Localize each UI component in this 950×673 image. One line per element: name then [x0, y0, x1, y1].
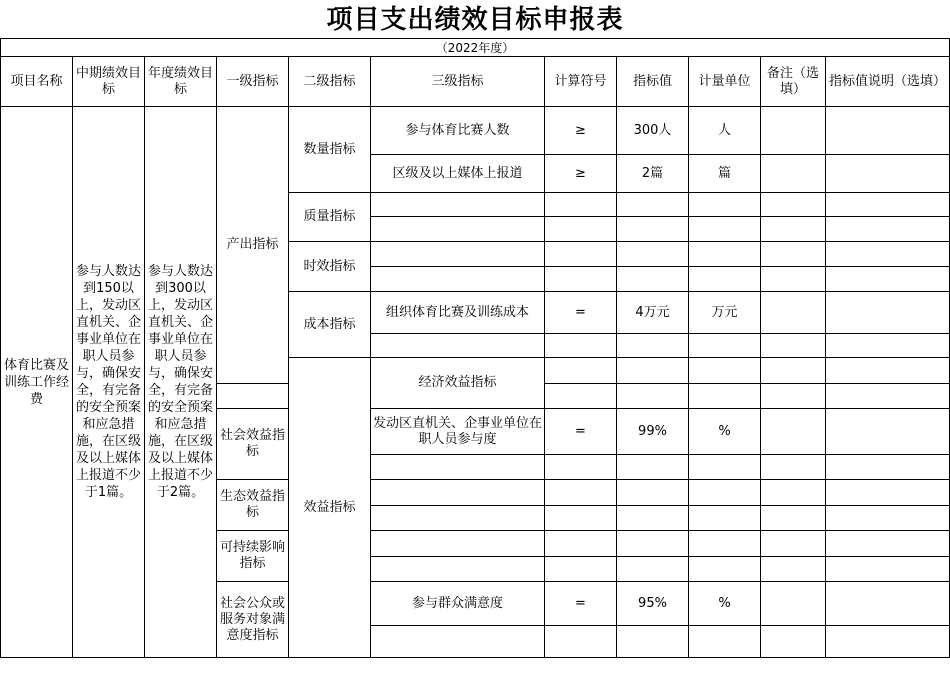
m1-op: =	[545, 582, 617, 626]
q1-op: ≥	[545, 107, 617, 155]
q2-op: ≥	[545, 155, 617, 193]
level2-cost: 成本指标	[289, 292, 371, 358]
level2-satisfaction: 社会公众或服务对象满意度指标	[217, 582, 289, 658]
q1-name: 参与体育比赛人数	[371, 107, 545, 155]
header-explain: 指标值说明（选填）	[826, 57, 950, 107]
level1-benefit: 效益指标	[289, 358, 371, 658]
header-level3: 三级指标	[371, 57, 545, 107]
header-level1: 一级指标	[217, 57, 289, 107]
header-level2: 二级指标	[289, 57, 371, 107]
q1-value: 300人	[617, 107, 689, 155]
level2-quality: 质量指标	[289, 193, 371, 242]
level2-economic: 经济效益指标	[371, 358, 545, 409]
mid-goal-cell: 参与人数达到150以上，发动区直机关、企事业单位在职人员参与，确保安全，有完备的安全预案和应急措施，在区级及以上媒体上报道不少于1篇。	[73, 107, 145, 658]
form-title: 项目支出绩效目标申报表	[326, 5, 624, 35]
header-mid-goal: 中期绩效目标	[73, 57, 145, 107]
q1-explain	[826, 107, 950, 155]
q1-remark	[761, 107, 826, 155]
year-label: （2022年度）	[1, 39, 950, 57]
s1-unit: %	[689, 409, 761, 455]
s1-name: 发动区直机关、企事业单位在职人员参与度	[371, 409, 545, 455]
project-name-cell: 体育比赛及训练工作经费	[1, 107, 73, 658]
s1-value: 99%	[617, 409, 689, 455]
header-annual-goal: 年度绩效目标	[145, 57, 217, 107]
level1-output: 产出指标	[217, 107, 289, 384]
q1-unit: 人	[689, 107, 761, 155]
c1-unit: 万元	[689, 292, 761, 334]
c1-name: 组织体育比赛及训练成本	[371, 292, 545, 334]
level2-ecological: 生态效益指标	[217, 480, 289, 531]
header-operator: 计算符号	[545, 57, 617, 107]
m1-value: 95%	[617, 582, 689, 626]
m1-name: 参与群众满意度	[371, 582, 545, 626]
c1-op: =	[545, 292, 617, 334]
q2-name: 区级及以上媒体上报道	[371, 155, 545, 193]
performance-table	[0, 38, 950, 658]
header-unit: 计量单位	[689, 57, 761, 107]
header-project-name: 项目名称	[1, 57, 73, 107]
annual-goal-cell: 参与人数达到300以上，发动区直机关、企事业单位在职人员参与，确保安全，有完备的安全预案和应急措施，在区级及以上媒体上报道不少于2篇。	[145, 107, 217, 658]
level2-timeliness: 时效指标	[289, 242, 371, 292]
header-remark: 备注（选填）	[761, 57, 826, 107]
s1-op: =	[545, 409, 617, 455]
level2-sustainable: 可持续影响指标	[217, 531, 289, 582]
q2-value: 2篇	[617, 155, 689, 193]
level2-quantity: 数量指标	[289, 107, 371, 193]
header-value: 指标值	[617, 57, 689, 107]
q2-unit: 篇	[689, 155, 761, 193]
m1-unit: %	[689, 582, 761, 626]
c1-value: 4万元	[617, 292, 689, 334]
level2-social: 社会效益指标	[217, 409, 289, 480]
